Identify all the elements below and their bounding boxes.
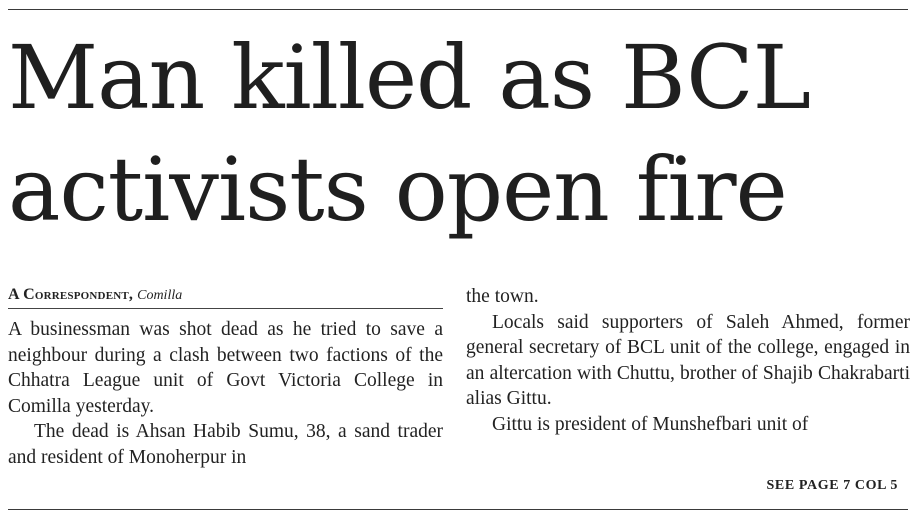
column-right bbox=[466, 284, 910, 437]
top-rule bbox=[8, 9, 908, 10]
body-paragraph-2-continued: the town. bbox=[466, 286, 539, 307]
body-paragraph-1: A businessman was shot dead as he tried to save a neighbour during a clash between two factions of the Chhatra League unit of Govt Victoria College in Comilla yesterday. bbox=[8, 319, 443, 417]
headline-line-1: Man killed as BCL bbox=[8, 26, 811, 129]
headline bbox=[8, 22, 913, 246]
body-paragraph-4: Gittu is president of Munshefbari unit of bbox=[492, 413, 809, 435]
continuation-jump: SEE PAGE 7 COL 5 bbox=[766, 478, 898, 493]
column-left bbox=[8, 284, 443, 470]
bottom-rule bbox=[8, 509, 908, 510]
body-paragraph-3: Locals said supporters of Saleh Ahmed, former general secretary of BCL unit of the college, engaged in an altercation with Chuttu, brother of Shajib Chakrabarti alias Gittu. bbox=[466, 311, 910, 409]
byline-name: A Correspondent, bbox=[8, 286, 134, 303]
headline-line-2: activists open fire bbox=[8, 138, 787, 241]
body-paragraph-2: The dead is Ahsan Habib Sumu, 38, a sand trader and resident of Monoherpur in bbox=[8, 421, 443, 468]
byline-place: Comilla bbox=[137, 288, 183, 303]
byline bbox=[8, 284, 443, 309]
